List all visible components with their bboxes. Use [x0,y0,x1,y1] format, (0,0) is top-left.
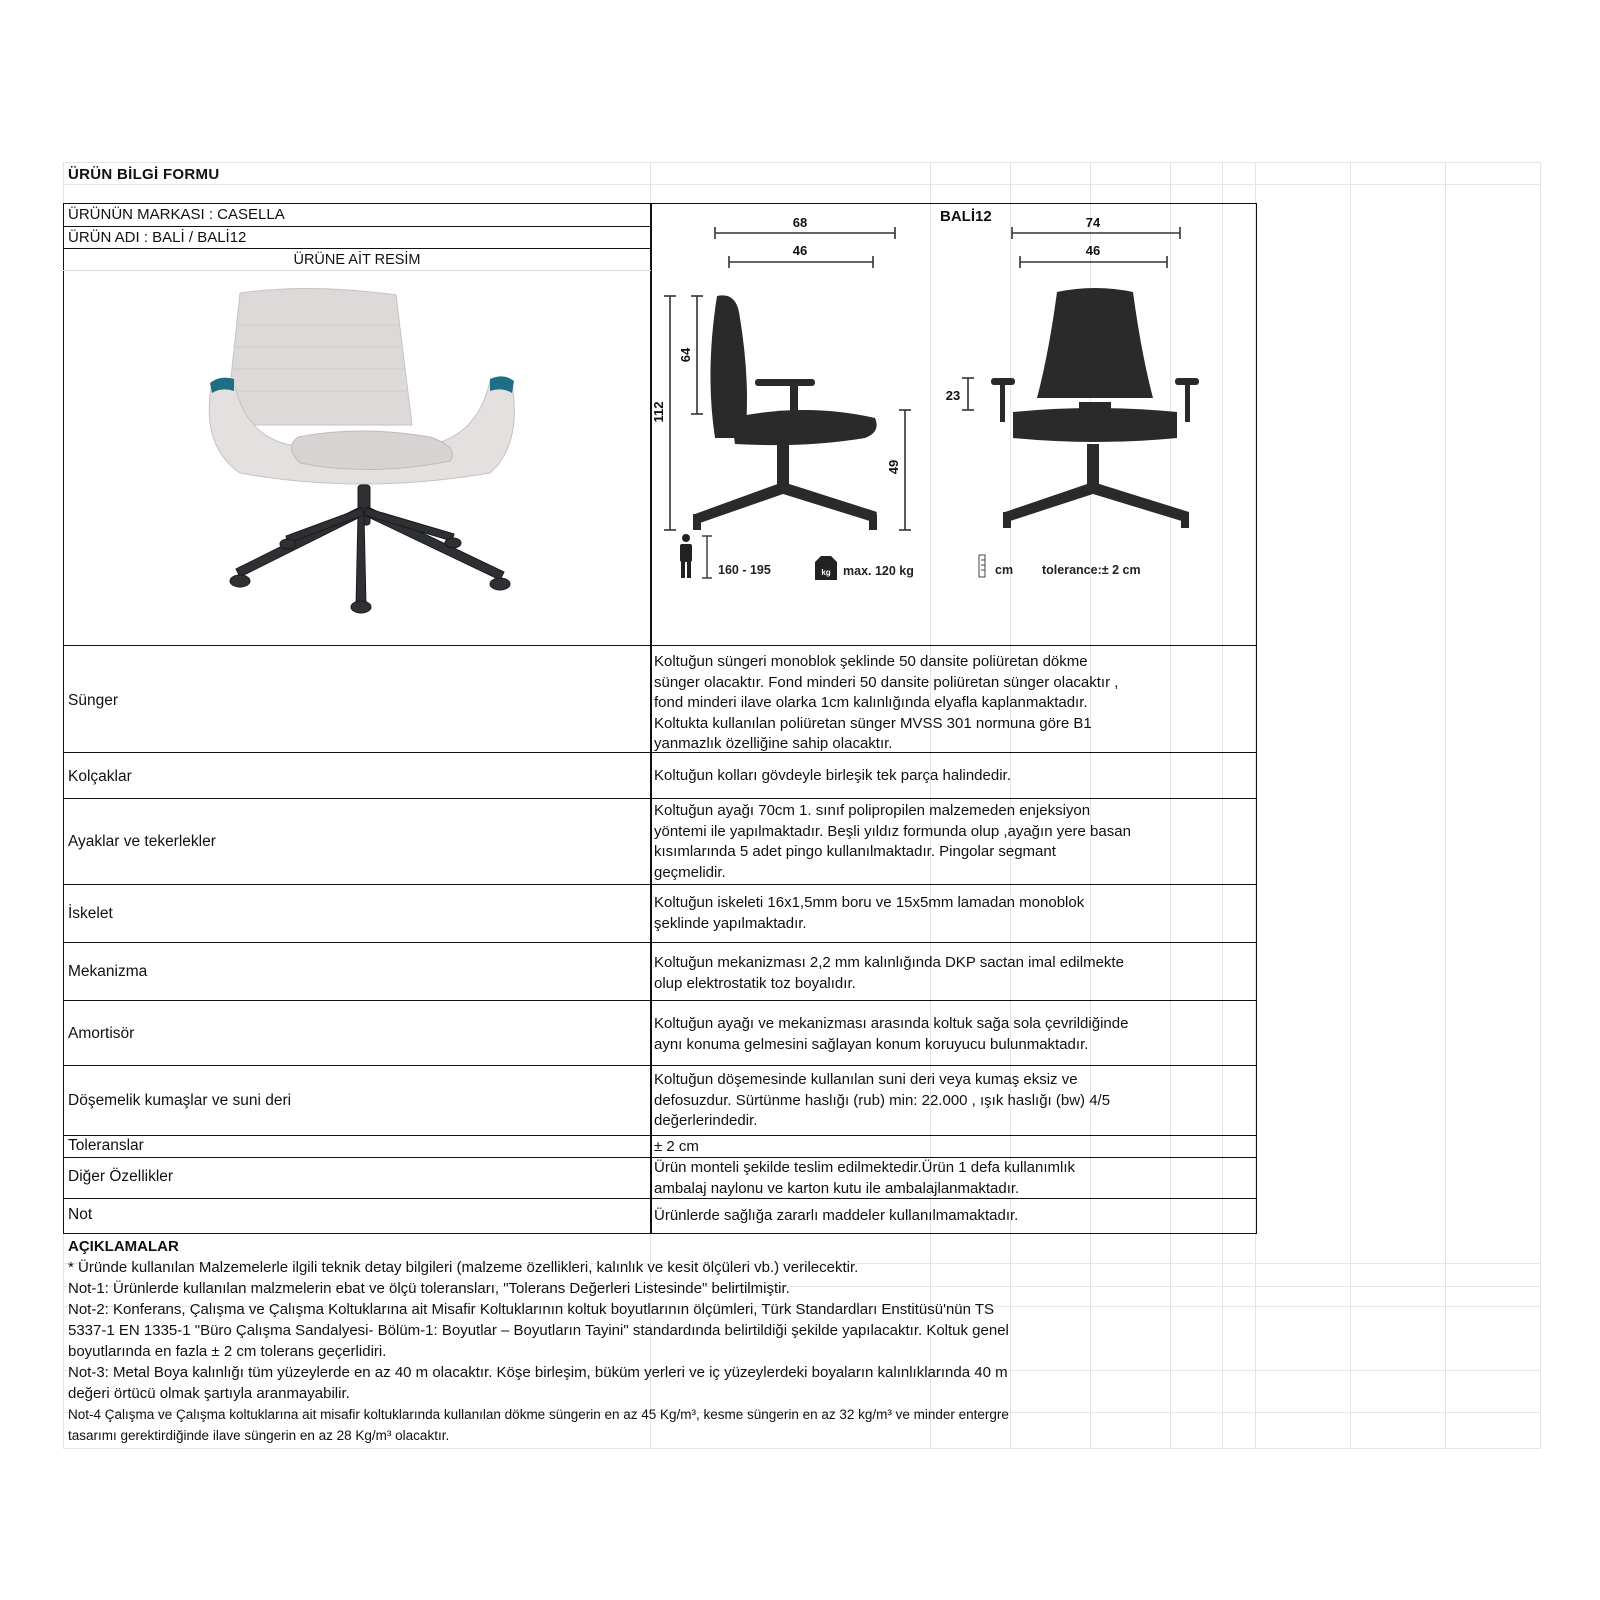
note-line: Not-2: Konferans, Çalışma ve Çalışma Koltuklarına ait Misafir Koltuklarının koltuk boyutlarının ölçümleri, Türk Standardları Enstitüsü'nün TS [68,1301,995,1318]
spec-line: Koltuğun kolları gövdeyle birleşik tek parça halindedir. [654,767,1011,784]
spec-desc [654,1206,1254,1227]
spec-line: Ürün monteli şekilde teslim edilmektedir.Ürün 1 defa kullanımlık [654,1159,1076,1176]
height-range-bar [702,536,712,578]
unit-label: cm [995,563,1014,577]
chair-photo [200,285,540,620]
dim-side-inner: 46 [792,243,808,258]
spec-line: olup elektrostatik toz boyalıdır. [654,974,856,992]
side-view-chair [693,295,877,530]
spec-line: Koltuğun iskeleti 16x1,5mm boru ve 15x5mm lamadan monoblok [654,894,1085,911]
spec-label: Sünger [68,692,118,709]
note-line: * Üründe kullanılan Malzemelerle ilgili teknik detay bilgileri (malzeme özellikleri, kalınlık ve kesit ölçüleri vb.) verilecektir. [68,1259,859,1276]
note-line: Not-4 Çalışma ve Çalışma koltuklarına ait misafir koltuklarında kullanılan dökme süngerin en az 45 Kg/m³, kesme süngerin en az 32 kg/m³ ve minder entergre [68,1407,1009,1422]
grid-line [63,184,1541,185]
chair-back [226,288,412,425]
spec-label: Amortisör [68,1025,135,1042]
image-header: ÜRÜNE AİT RESİM [293,252,421,268]
spec-line: Koltuğun ayağı 70cm 1. sınıf polipropilen malzemeden enjeksiyon [654,802,1091,819]
spec-line: ambalaj naylonu ve karton kutu ile ambalajlanmaktadır. [654,1179,1020,1197]
chair-seat [291,431,452,470]
max-weight: max. 120 kg [843,564,914,578]
note-line: değeri örtücü olmak şartıyla aranmayabilir. [68,1385,350,1402]
product-text: ÜRÜN ADI : BALİ / BALİ12 [68,229,247,246]
legend [680,534,1141,580]
spec-label: Not [68,1206,93,1223]
note-line: Not-3: Metal Boya kalınlığı tüm yüzeylerde en az 40 m olacaktır. Köşe birleşim, büküm yerleri ve iç yüzeylerdeki boyaların kalınlıklarında 40 m [68,1364,1008,1381]
spec-line: aynı konuma gelmesini sağlayan konum koruyucu bulunmaktadır. [654,1035,1089,1053]
dim-back-height: 64 [678,347,693,363]
spec-label: Diğer Özellikler [68,1168,174,1185]
dim-seat-height: 49 [886,459,901,475]
spec-label: Mekanizma [68,963,148,980]
ruler-icon [979,555,985,577]
spec-line: fond minderi ilave olarka 1cm kalınlığında elyafla kaplanmaktadır. [654,694,1088,711]
spec-desc [654,953,1254,994]
spec-line: Koltuğun döşemesinde kullanılan suni deri veya kumaş eksiz ve [654,1071,1078,1088]
spec-line: değerlerindedir. [654,1112,758,1129]
note-line: 5337-1 EN 1335-1 "Büro Çalışma Sandalyesi- Bölüm-1: Boyutlar – Boyutların Tayini" standardında belirtildiği şekilde yapılacaktır. Koltuk genel [68,1322,1009,1339]
spec-label: Toleranslar [68,1137,144,1154]
spec-line: Ürünlerde sağlığa zararlı maddeler kullanılmamaktadır. [654,1207,1019,1224]
spec-line: geçmelidir. [654,863,726,881]
spec-line: Koltuğun mekanizması 2,2 mm kalınlığında DKP sactan imal edilmekte [654,954,1124,971]
spec-line: kısımlarında 5 adet pingo kullanılmaktadır. Pingolar segmant [654,843,1056,860]
grid-line [63,1448,1541,1449]
grid-line [1350,162,1351,1448]
spec-desc [654,1070,1254,1132]
spec-line: Koltuğun süngeri monoblok şeklinde 50 dansite poliüretan dökme [654,653,1088,670]
table-column-divider [650,645,652,1234]
note-line: boyutlarında en fazla ± 2 cm tolerans geçerlidiri. [68,1343,387,1360]
dim-front-outer: 74 [1085,215,1101,230]
dim-front-inner: 46 [1085,243,1101,258]
spec-desc [654,1158,1254,1199]
spec-label: Ayaklar ve tekerlekler [68,833,216,850]
weight-icon-label: kg [821,568,831,577]
tolerance-label: tolerance:± 2 cm [1042,563,1141,577]
spec-desc [654,766,1254,787]
spec-line: yöntemi ile yapılmaktadır. Beşli yıldız formunda olup ,ayağın yere basan [654,822,1131,840]
notes-section [68,1236,1258,1446]
spec-label: İskelet [68,905,113,922]
front-view-chair [991,288,1199,528]
note-line: Not-1: Ürünlerde kullanılan malzmelerin ebat ve ölçü toleransları, "Tolerans Değerleri Listesinde" belirtilmiştir. [68,1280,790,1297]
spec-desc [654,893,1254,934]
spec-line: yanmazlık özelliğine sahip olacaktır. [654,735,893,752]
dim-arm-height: 23 [945,388,961,403]
spec-line: Koltuğun ayağı ve mekanizması arasında koltuk sağa sola çevrildiğinde [654,1015,1129,1032]
spec-line: ± 2 cm [654,1138,699,1155]
spec-desc [654,652,1254,755]
grid-line [63,162,1541,163]
spec-desc [654,1137,1254,1158]
spec-line: defosuzdur. Sürtünme haslığı (rub) min: 22.000 , ışık haslığı (bw) 4/5 [654,1091,1111,1109]
note-line: tasarımı gerektirdiğinde ilave süngerin en az 28 Kg/m³ olacaktır. [68,1428,450,1443]
spec-line: Koltukta kullanılan poliüretan sünger MVSS 301 normuna göre B1 [654,714,1092,732]
spec-desc [654,801,1254,883]
spec-desc [654,1014,1254,1055]
grid-line [1540,162,1541,1448]
user-height-range: 160 - 195 [718,563,771,577]
grid-line [1445,162,1446,1448]
chair-base [230,485,510,613]
dim-side-outer: 68 [792,215,808,230]
person-icon [680,534,692,578]
spec-label: Döşemelik kumaşlar ve suni deri [68,1092,292,1109]
spec-line: sünger olacaktır. Fond minderi 50 dansite poliüretan sünger olacaktır , [654,673,1119,691]
brand-text: ÜRÜNÜN MARKASI : CASELLA [68,206,285,223]
notes-heading: AÇIKLAMALAR [68,1238,179,1255]
dim-total-height: 112 [651,401,666,423]
model-name: BALİ12 [940,208,992,225]
spec-line: şeklinde yapılmaktadır. [654,914,807,932]
technical-drawing [651,212,1255,642]
image-header-line [63,270,651,271]
spec-label: Kolçaklar [68,768,132,785]
form-title: ÜRÜN BİLGİ FORMU [68,166,220,183]
